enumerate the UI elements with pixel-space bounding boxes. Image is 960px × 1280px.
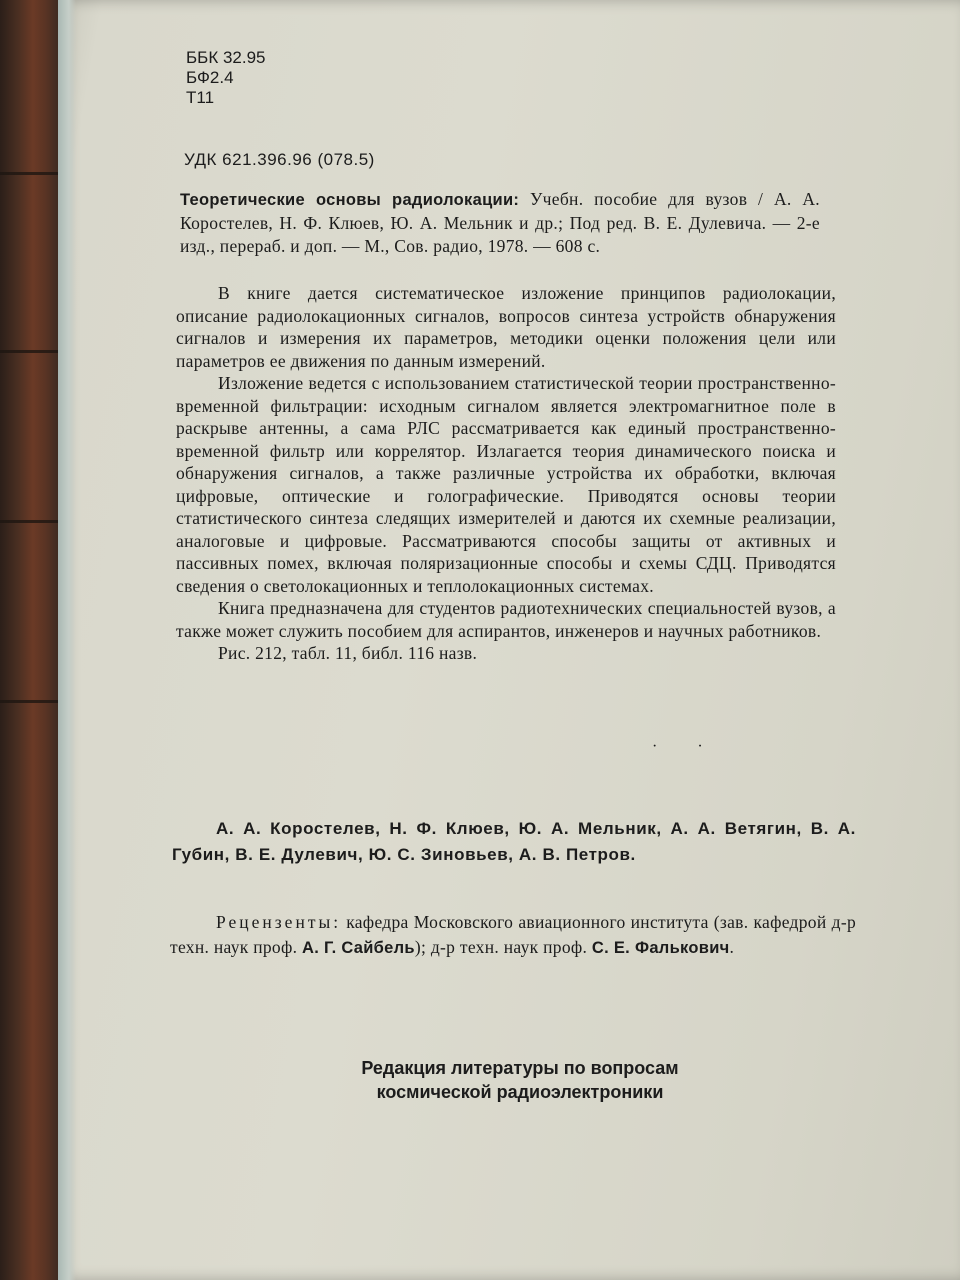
abstract-paragraph: В книге дается систематическое изложение принципов радиолокации, описание радиолокационных сигналов, вопросов синтеза устройств обнаружения сигналов и измерения их параметров, методики оценки положения цели или параметров ее движения по данным измерений. bbox=[176, 283, 836, 371]
bibliographic-record bbox=[180, 188, 820, 258]
authors-list: А. А. Коростелев, Н. Ф. Клюев, Ю. А. Мельник, А. А. Ветягин, В. А. Губин, В. Е. Дулевич, Ю. С. Зиновьев, А. В. Петров. bbox=[172, 819, 856, 864]
spine-band bbox=[0, 520, 60, 523]
page-edge bbox=[58, 0, 76, 1280]
classification-codes bbox=[186, 48, 265, 108]
reviewer-name: С. Е. Фалькович bbox=[591, 939, 730, 957]
ink-specks: · · bbox=[652, 738, 721, 755]
reviewers-text: кафедра Московского авиационного института (зав. кафедрой д-р техн. наук проф. bbox=[170, 912, 856, 957]
udk-code: УДК 621.396.96 (078.5) bbox=[184, 150, 375, 169]
book-spine bbox=[0, 0, 60, 1280]
bf-code: БФ2.4 bbox=[186, 68, 234, 87]
abstract-paragraph: Книга предназначена для студентов радиотехнических специальностей вузов, а также может служить пособием для аспирантов, инженеров и научных работников. bbox=[176, 598, 836, 641]
abstract bbox=[176, 282, 836, 665]
reviewers-text: ); д-р техн. наук проф. bbox=[414, 937, 588, 957]
editorial-office bbox=[240, 1056, 800, 1104]
bbk-code: ББК 32.95 bbox=[186, 48, 266, 67]
book-title: Теоретические основы радиолокации: bbox=[180, 191, 520, 209]
spine-band bbox=[0, 700, 60, 703]
reviewers-label: Рецензенты: bbox=[216, 912, 342, 932]
bibliographic-details: Учебн. пособие для вузов / А. А. Коростелев, Н. Ф. Клюев, Ю. А. Мельник и др.; Под ред. В. Е. Дулевича. — 2-е изд., перераб. и доп. — М., Сов. радио, 1978. — 608 с. bbox=[180, 189, 820, 256]
editorial-line: космической радиоэлектроники bbox=[376, 1082, 664, 1102]
abstract-paragraph: Рис. 212, табл. 11, библ. 116 назв. bbox=[218, 643, 478, 663]
reviewers bbox=[170, 910, 856, 961]
spine-band bbox=[0, 350, 60, 353]
abstract-paragraph: Изложение ведется с использованием статистической теории пространственно-временной фильтрации: исходным сигналом является электромагнитное поле в раскрыве антенны, а сама РЛС рассматривается как единый пространственно-временной фильтр или коррелятор. Излагается теория динамического поиска и обнаружения сигналов, а также различные устройства их обработки, включая цифровые, оптические и голографические. Приводятся основы теории статистического синтеза следящих измерителей и даются их схемные реализации, аналоговые и цифровые. Рассматриваются способы защиты от активных и пассивных помех, включая поляризационные способы и схемы СДЦ. Приводятся сведения о светолокационных и теплолокационных системах. bbox=[176, 373, 836, 596]
reviewers-end: . bbox=[729, 937, 735, 957]
editorial-line: Редакция литературы по вопросам bbox=[361, 1058, 679, 1078]
reviewer-name: А. Г. Сайбель bbox=[302, 939, 415, 957]
spine-band bbox=[0, 172, 60, 175]
t-code: Т11 bbox=[186, 88, 215, 107]
